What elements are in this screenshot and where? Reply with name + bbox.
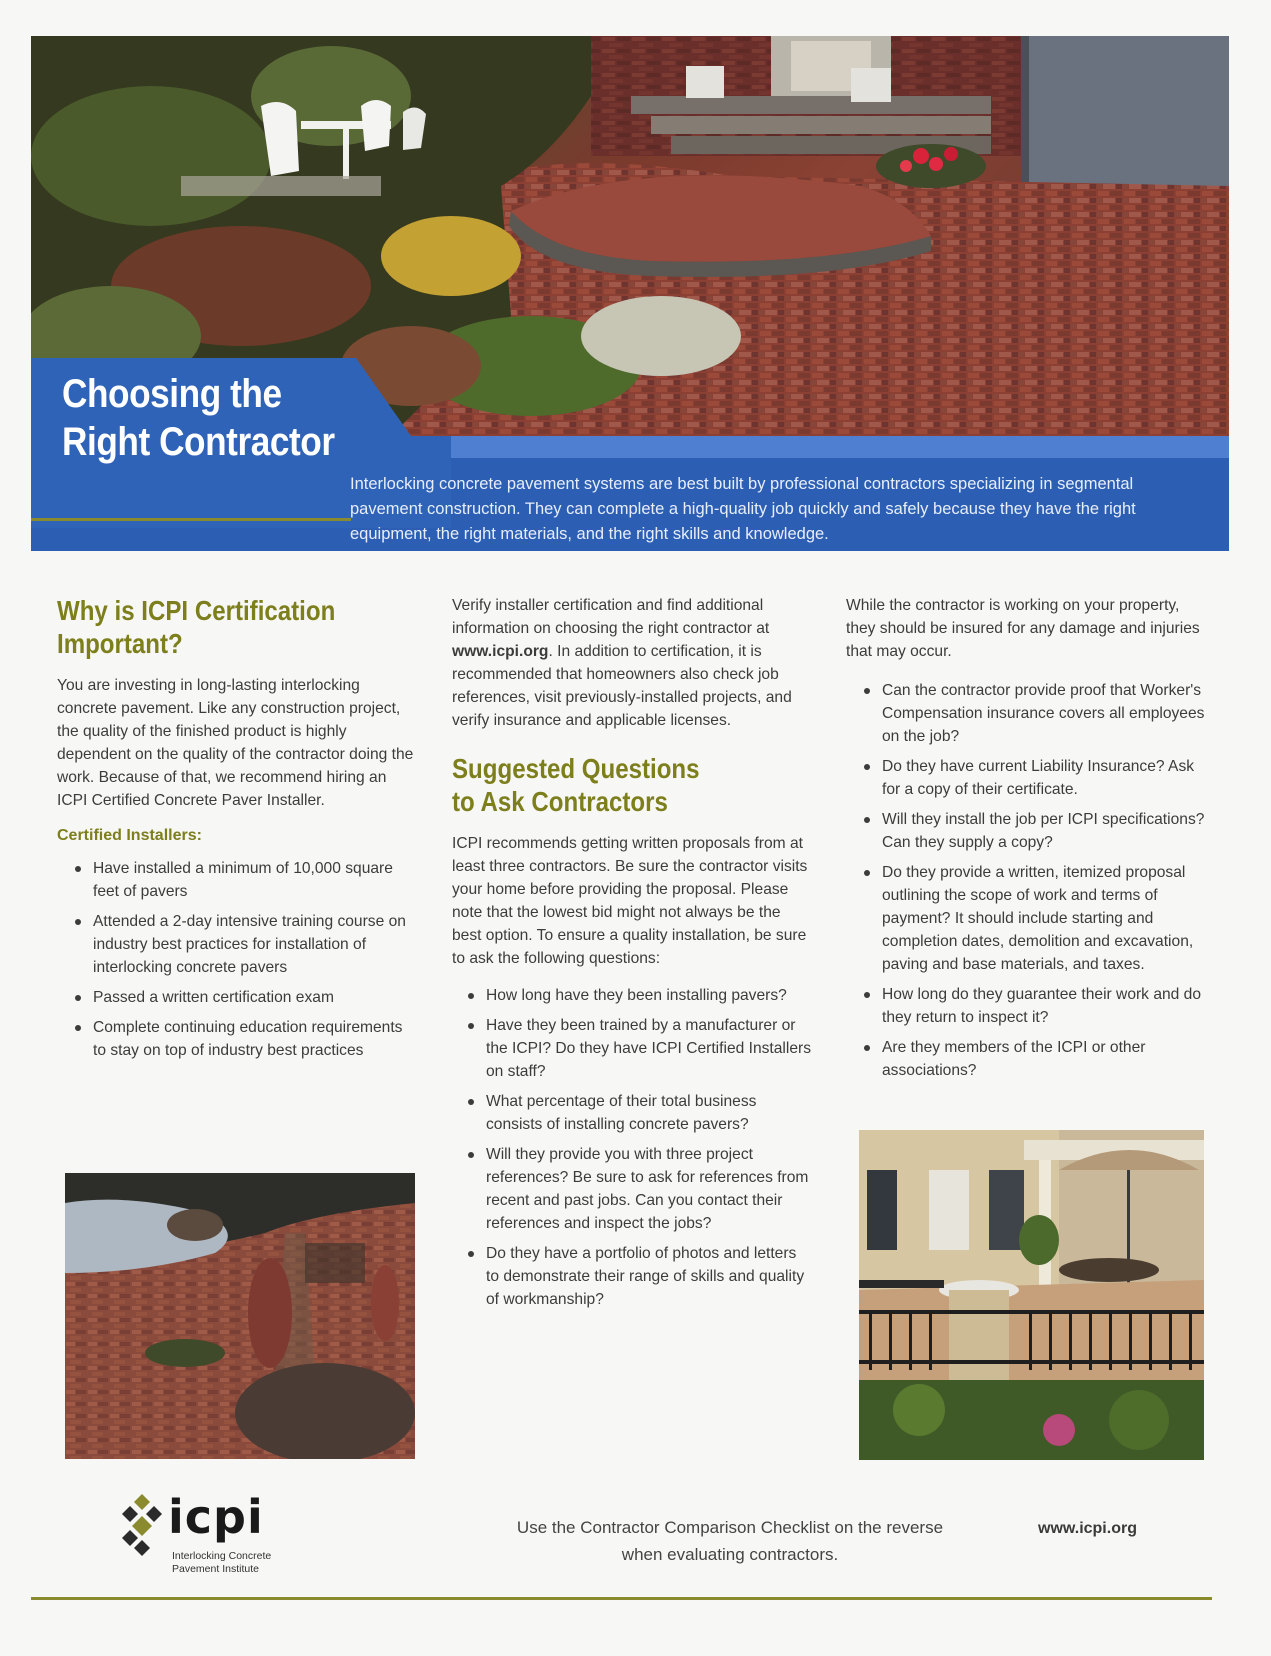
insurance-list [846, 679, 1206, 1082]
certification-paragraph: You are investing in long-lasting interlocking concrete pavement. Like any construction project, the quality of the finished product is highly dependent on the quality of the contractor doing the work. Because of that, we recommend hiring an ICPI Certified Concrete Paver Installer. [57, 677, 414, 809]
list-item: Do they provide a written, itemized proposal outlining the scope of work and terms of payment? It should include starting and completion dates, demolition and excavation, paving and base materials, and taxes. [882, 861, 1206, 976]
list-item: Do they have current Liability Insurance? Ask for a copy of their certificate. [882, 755, 1206, 801]
icpi-logo-text: icpi [168, 1490, 264, 1544]
list-item: What percentage of their total business consists of installing concrete pavers? [486, 1090, 812, 1136]
footer-url-link[interactable]: www.icpi.org [1038, 1520, 1137, 1537]
list-item: How long do they guarantee their work and do they return to inspect it? [882, 983, 1206, 1029]
list-item: Complete continuing education requirements to stay on top of industry best practices [93, 1016, 414, 1062]
list-item: Have they been trained by a manufacturer or the ICPI? Do they have ICPI Certified Installers on staff? [486, 1014, 812, 1083]
page-title [62, 370, 379, 466]
footer-note-line-1: Use the Contractor Comparison Checklist on the reverse [516, 1518, 944, 1537]
logo-subtitle-line-1: Interlocking Concrete [172, 1550, 272, 1562]
list-item: How long have they been installing pavers? [486, 984, 812, 1007]
pool-patio-photo [65, 1173, 415, 1459]
intro-text: Interlocking concrete pavement systems are best built by professional contractors specializing in segmental pavement construction. They can complete a high-quality job quickly and safely because they have the right equipment, the right materials, and the right skills and knowledge. [350, 475, 1136, 543]
icpi-link[interactable]: www.icpi.org [452, 643, 549, 660]
list-item: Will they install the job per ICPI specifications? Can they supply a copy? [882, 808, 1206, 854]
page-title-line-2: Right Contractor [62, 420, 335, 464]
list-item: Do they have a portfolio of photos and letters to demonstrate their range of skills and quality of workmanship? [486, 1242, 812, 1311]
column-2 [452, 594, 812, 1318]
list-item: Passed a written certification exam [93, 986, 414, 1009]
list-item: Will they provide you with three project references? Be sure to ask for references from recent and past jobs. Can you contact their references and inspect the jobs? [486, 1143, 812, 1235]
certified-installers-heading: Certified Installers: [57, 827, 202, 844]
questions-list [452, 984, 812, 1311]
title-underline [31, 518, 351, 521]
footer-note-line-2: when evaluating contractors. [621, 1545, 839, 1564]
pergola-patio-photo [859, 1130, 1204, 1460]
icpi-logo-icon [116, 1494, 168, 1558]
bottom-rule [31, 1597, 1212, 1600]
footer-note [430, 1514, 1030, 1568]
list-item: Are they members of the ICPI or other associations? [882, 1036, 1206, 1082]
section-heading-questions: Suggested Questions to Ask Contractors [452, 753, 700, 817]
verify-text-before: Verify installer certification and find additional information on choosing the right contractor at [452, 597, 770, 637]
section-heading-certification: Why is ICPI Certification Important? [57, 595, 336, 659]
icpi-logo-subtitle [172, 1550, 322, 1576]
page-title-line-1: Choosing the [62, 372, 282, 416]
questions-paragraph: ICPI recommends getting written proposals from at least three contractors. Be sure the contractor visits your home before providing the proposal. Please note that the lowest bid might not always be the best option. To ensure a quality installation, be sure to ask the following questions: [452, 835, 808, 967]
list-item: Attended a 2-day intensive training course on industry best practices for installation of interlocking concrete pavers [93, 910, 414, 979]
list-item: Have installed a minimum of 10,000 square feet of pavers [93, 857, 414, 903]
logo-subtitle-line-2: Pavement Institute [172, 1563, 259, 1575]
column-1 [57, 594, 414, 1069]
verify-paragraph [452, 594, 812, 732]
verify-text-after: . In addition to certification, it is recommended that homeowners also check job references, visit previously-installed projects, and verify insurance and applicable licenses. [452, 643, 792, 729]
insurance-paragraph: While the contractor is working on your property, they should be insured for any damage and injuries that may occur. [846, 597, 1200, 660]
column-3 [846, 594, 1206, 1089]
certified-installers-list [57, 857, 414, 1062]
list-item: Can the contractor provide proof that Worker's Compensation insurance covers all employees on the job? [882, 679, 1206, 748]
